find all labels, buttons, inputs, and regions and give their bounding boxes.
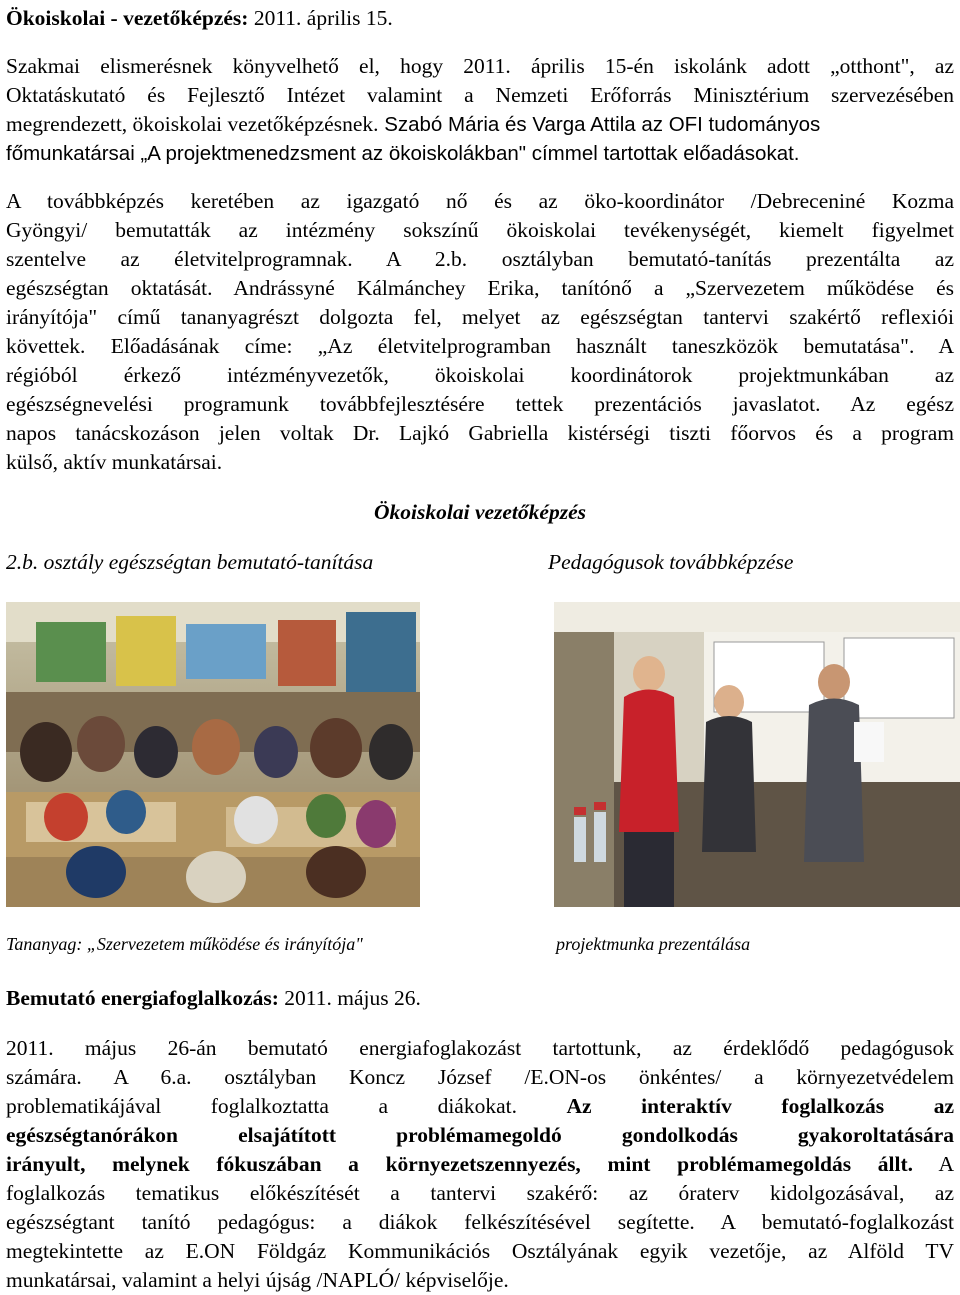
paragraph-2-line-6: követtek. Előadásának címe: „Az életvitelprogramban használt taneszközök bemutatása". A xyxy=(6,334,954,358)
paragraph-2-line-5: irányítója" című tananyagrészt dolgozta fel, melyet az egészségtan tantervi szakértő reflexiói xyxy=(6,305,954,329)
paragraph-2-line-8: egészségnevelési programunk továbbfejlesztésére tettek prezentációs javaslatot. Az egész xyxy=(6,392,954,416)
photo-left-title: 2.b. osztály egészségtan bemutató-tanítása xyxy=(6,550,374,574)
heading2-label: Bemutató energiafoglalkozás: xyxy=(6,986,279,1010)
presentation-photo xyxy=(554,602,960,907)
paragraph-3-line-8: megtekintette az E.ON Földgáz Kommunikációs Osztályának egyik vezetője, az Alföld TV xyxy=(6,1239,954,1263)
paragraph-1-line-3-sans: Szabó Mária és Varga Attila az OFI tudományos xyxy=(378,113,821,136)
caption-right: projektmunka prezentálása xyxy=(556,934,751,954)
classroom-photo xyxy=(6,602,420,907)
paragraph-3-line-3 xyxy=(6,1092,954,1121)
paragraph-2-line-9: napos tanácskozáson jelen voltak Dr. Lajkó Gabriella kistérségi tiszti főorvos és a program xyxy=(6,421,954,445)
paragraph-3-line-9: munkatársai, valamint a helyi újság /NAPLÓ/ képviselője. xyxy=(6,1268,509,1292)
paragraph-3-line-5-bold: irányult, melynek fókuszában a környezetszennyezés, mint problémamegoldás állt. xyxy=(6,1152,913,1176)
heading-label: Ökoiskolai - vezetőképzés: xyxy=(6,6,249,30)
paragraph-1-line-4: főmunkatársai „A projektmenedzsment az ökoiskolákban" címmel tartottak előadásokat. xyxy=(6,142,800,165)
heading-energy-session xyxy=(6,984,421,1013)
paragraph-3-line-7: egészségtant tanító pedagógus: a diákok felkészítésével segítette. A bemutató-foglalkozást xyxy=(6,1210,954,1234)
paragraph-2-line-10: külső, aktív munkatársai. xyxy=(6,450,223,474)
paragraph-2-line-2: Gyöngyi/ bemutatták az intézmény sokszínű ökoiskolai tevékenységét, kiemelt figyelmet xyxy=(6,218,954,242)
heading2-date: 2011. május 26. xyxy=(278,986,421,1010)
paragraph-1-line-3 xyxy=(6,110,820,139)
paragraph-3-line-4: egészségtanórákon elsajátított problémamegoldó gondolkodás gyakoroltatására xyxy=(6,1123,954,1147)
caption-left: Tananyag: „Szervezetem működése és irányítója" xyxy=(6,934,363,954)
paragraph-3-line-3-plain: problematikájával foglalkoztatta a diákokat. xyxy=(6,1094,567,1118)
paragraph-1-line-3-serif: megrendezett, ökoiskolai vezetőképzésnek. xyxy=(6,112,379,136)
paragraph-2-line-7: régióból érkező intézményvezetők, ökoiskolai koordinátorok projektmunkában az xyxy=(6,363,954,387)
paragraph-2-line-3: szentelve az életvitelprogramnak. A 2.b. osztályban bemutató-tanítás prezentálta az xyxy=(6,247,954,271)
paragraph-2-line-4: egészségtan oktatását. Andrássyné Kálmánchey Erika, tanítónő a „Szervezetem működése és xyxy=(6,276,954,300)
heading-date: 2011. április 15. xyxy=(248,6,393,30)
paragraph-3-line-1: 2011. május 26-án bemutató energiafoglakozást tartottunk, az érdeklődő pedagógusok xyxy=(6,1036,954,1060)
paragraph-3-line-5-plain: A xyxy=(913,1152,954,1176)
paragraph-2-line-1: A továbbképzés keretében az igazgató nő és az öko-koordinátor /Debreceniné Kozma xyxy=(6,189,954,213)
photo-right-title: Pedagógusok továbbképzése xyxy=(548,550,794,574)
paragraph-3-line-2: számára. A 6.a. osztályban Koncz József /E.ON-os önkéntes/ a környezetvédelem xyxy=(6,1065,954,1089)
paragraph-3-line-6: foglalkozás tematikus előkészítését a tantervi szakérő: az óraterv kidolgozásával, az xyxy=(6,1181,954,1205)
paragraph-1-line-1: Szakmai elismerésnek könyvelhető el, hogy 2011. április 15-én iskolánk adott „otthont", az xyxy=(6,54,954,78)
paragraph-3-line-5 xyxy=(6,1150,954,1179)
paragraph-1-line-2: Oktatáskutató és Fejlesztő Intézet valamint a Nemzeti Erőforrás Minisztérium szervezésében xyxy=(6,83,954,107)
heading-ecoschool-training xyxy=(6,4,393,33)
section-title: Ökoiskolai vezetőképzés xyxy=(374,500,586,524)
paragraph-3-line-3-bold: Az interaktív foglalkozás az xyxy=(566,1094,954,1118)
